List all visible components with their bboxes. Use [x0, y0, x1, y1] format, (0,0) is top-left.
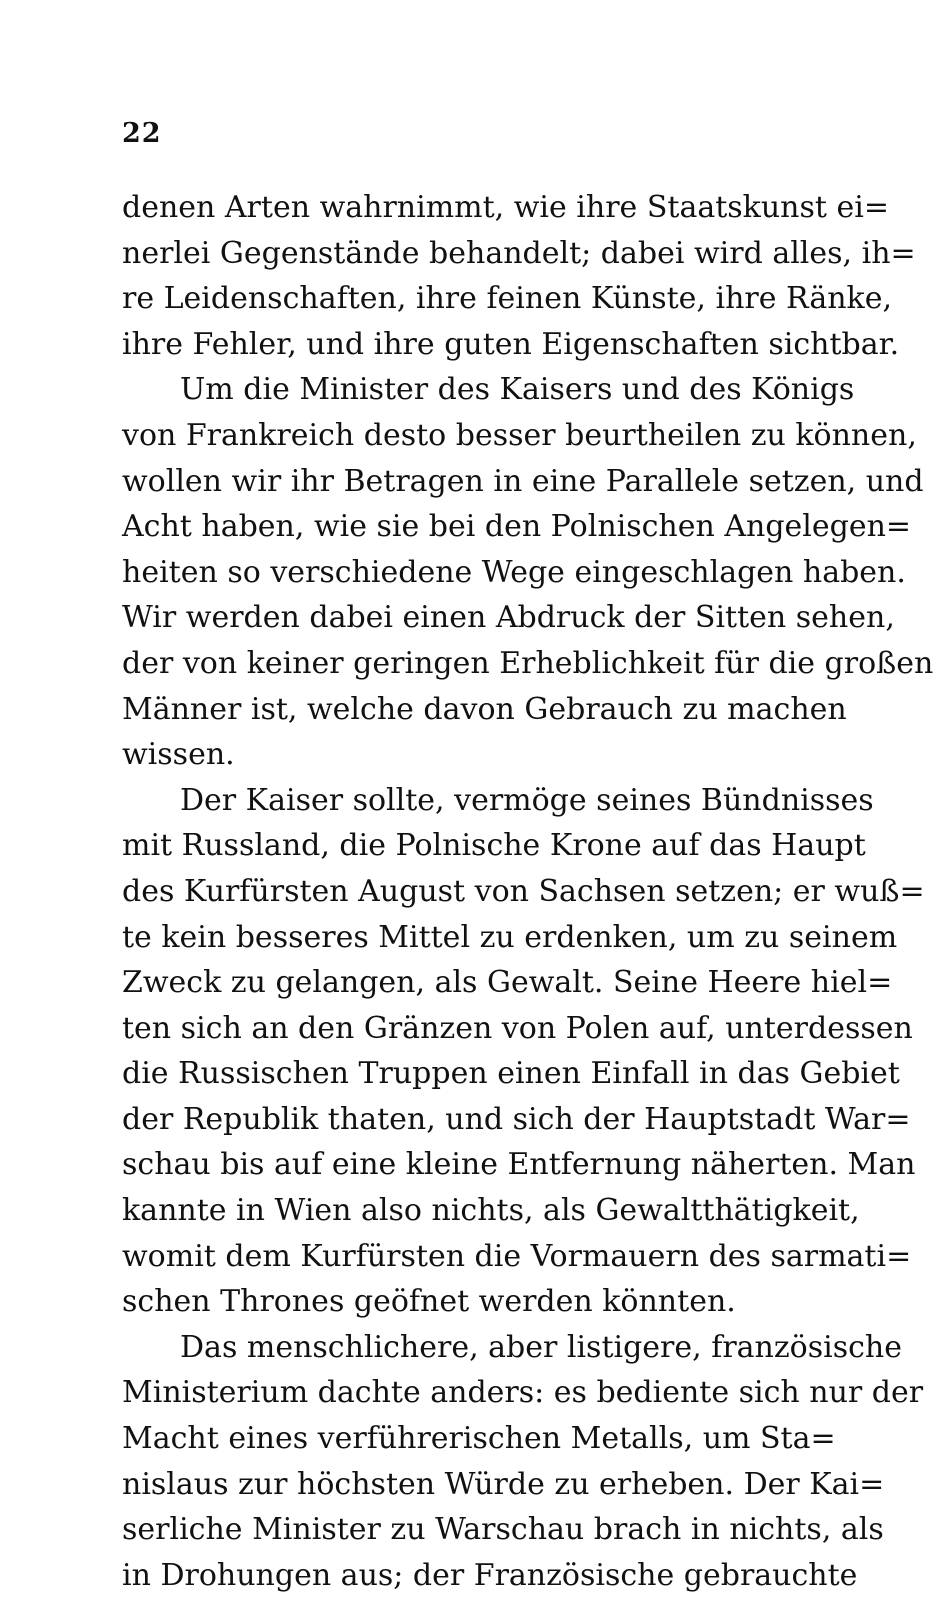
text-line: Macht eines verführerischen Metalls, um Sta= — [122, 1421, 836, 1457]
text-line: schau bis auf eine kleine Entfernung näherten. Man — [122, 1147, 916, 1183]
text-line: die Russischen Truppen einen Einfall in das Gebiet — [122, 1056, 900, 1092]
text-line: in Drohungen aus; der Französische gebrauchte — [122, 1557, 858, 1593]
text-line: Zweck zu gelangen, als Gewalt. Seine Heere hiel= — [122, 965, 893, 1001]
text-line: heiten so verschiedene Wege eingeschlagen haben. — [122, 554, 906, 590]
text-line: wollen wir ihr Betragen in eine Parallele setzen, und — [122, 463, 924, 499]
text-line: ten sich an den Gränzen von Polen auf, unterdessen — [122, 1010, 913, 1046]
text-line: denen Arten wahrnimmt, wie ihre Staatskunst ei= — [122, 190, 889, 225]
text-line: Männer ist, welche davon Gebrauch zu machen — [122, 691, 847, 727]
text-line: kannte in Wien also nichts, als Gewaltthätigkeit, — [122, 1193, 860, 1229]
text-line: nislaus zur höchsten Würde zu erheben. Der Kai= — [122, 1466, 885, 1502]
page-number: 22 — [122, 118, 162, 149]
body-text — [122, 185, 933, 1598]
text-line: ihre Fehler, und ihre guten Eigenschaften sichtbar. — [122, 326, 900, 362]
text-line: te kein besseres Mittel zu erdenken, um zu seinem — [122, 919, 898, 955]
text-line: Der Kaiser sollte, vermöge seines Bündnisses — [180, 782, 874, 818]
text-line: Acht haben, wie sie bei den Polnischen Angelegen= — [122, 509, 912, 545]
text-line: wissen. — [122, 737, 235, 773]
text-line: der Republik thaten, und sich der Hauptstadt War= — [122, 1101, 911, 1137]
text-line: Um die Minister des Kaisers und des Königs — [180, 372, 855, 408]
text-line: nerlei Gegenstände behandelt; dabei wird alles, ih= — [122, 235, 916, 271]
text-line: womit dem Kurfürsten die Vormauern des sarmati= — [122, 1238, 912, 1274]
text-line: des Kurfürsten August von Sachsen setzen; er wuß= — [122, 873, 925, 909]
text-line: mit Russland, die Polnische Krone auf das Haupt — [122, 828, 866, 864]
text-line: Ministerium dachte anders: es bediente sich nur der — [122, 1375, 924, 1411]
text-line: Das menschlichere, aber listigere, französische — [180, 1329, 903, 1365]
text-line: schen Thrones geöfnet werden könnten. — [122, 1284, 736, 1320]
text-line: re Leidenschaften, ihre feinen Künste, ihre Ränke, — [122, 281, 892, 317]
text-line: der von keiner geringen Erheblichkeit für die großen — [122, 645, 933, 681]
text-line: serliche Minister zu Warschau brach in nichts, als — [122, 1512, 884, 1548]
text-line: Wir werden dabei einen Abdruck der Sitten sehen, — [122, 600, 895, 636]
text-line: von Frankreich desto besser beurtheilen zu können, — [122, 417, 917, 453]
